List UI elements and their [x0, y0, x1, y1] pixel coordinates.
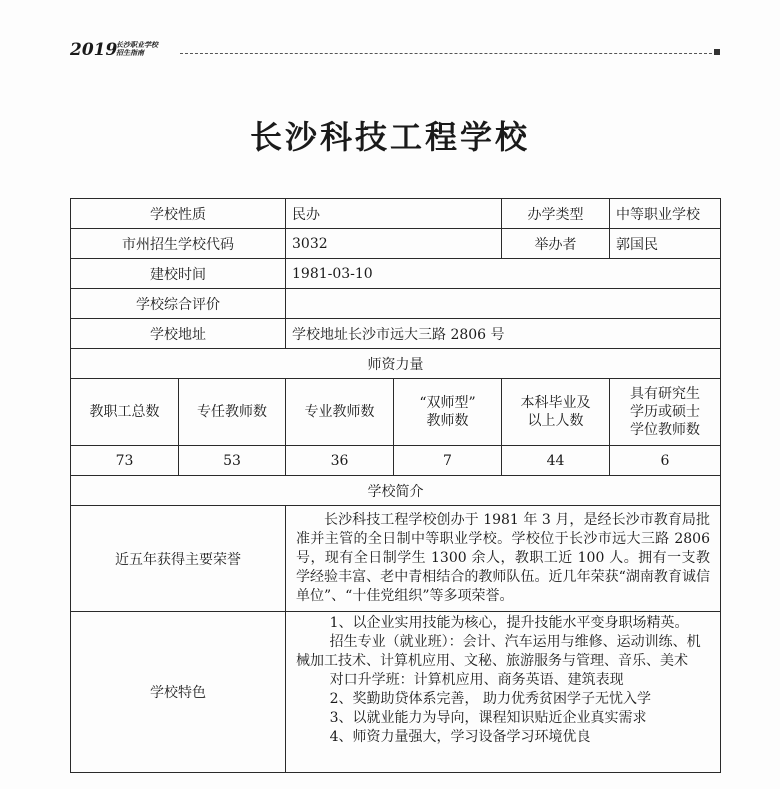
staff-header-0-line-0: 教职工总数	[89, 404, 160, 420]
row-staff-values	[71, 446, 721, 476]
staff-header-2	[286, 379, 394, 446]
address-label: 学校地址	[71, 319, 286, 349]
features-cell	[286, 612, 721, 773]
staff-value-3: 7	[394, 446, 502, 476]
row-staff-headers	[71, 379, 721, 446]
staff-value-5: 6	[610, 446, 721, 476]
staff-value-0: 73	[71, 446, 179, 476]
type-value: 中等职业学校	[610, 199, 721, 229]
staff-header-2-line-0: 专业教师数	[304, 404, 375, 420]
nature-value: 民办	[286, 199, 502, 229]
row-staff-title	[71, 349, 721, 379]
staff-header-5-line-0: 具有研究生	[630, 386, 700, 402]
feature-item: 对口升学班：计算机应用、商务英语、建筑表现	[329, 672, 624, 688]
staff-header-5-line-2: 学位教师数	[630, 422, 700, 438]
page-header	[70, 40, 720, 64]
row-honors	[71, 506, 721, 612]
staff-value-1: 53	[179, 446, 286, 476]
header-year: 2019	[70, 40, 118, 60]
address-value: 学校地址长沙市远大三路 2806 号	[286, 319, 721, 349]
staff-header-1	[179, 379, 286, 446]
features-label: 学校特色	[71, 612, 286, 773]
honors-cell	[286, 506, 721, 612]
staff-header-4	[502, 379, 610, 446]
feature-item: 2、奖勤助贷体系完善， 助力优秀贫困学子无忧入学	[329, 691, 651, 707]
founded-label: 建校时间	[71, 259, 286, 289]
feature-item: 1、以企业实用技能为核心，提升技能水平变身职场精英。	[329, 615, 689, 631]
type-label: 办学类型	[502, 199, 610, 229]
staff-header-1-line-0: 专任教师数	[197, 404, 267, 420]
header-rule-end	[714, 49, 720, 55]
staff-header-0	[71, 379, 179, 446]
staff-header-3	[394, 379, 502, 446]
school-info-table	[70, 198, 721, 773]
page-title: 长沙科技工程学校	[249, 118, 530, 156]
feature-item: 招生专业（就业班）：会计、汽车运用与维修、运动训练、机械加工技术、计算机应用、文秘、旅游服务与管理、音乐、美术	[296, 634, 701, 669]
row-features	[71, 612, 721, 773]
header-guide-line1: 长沙职业学校	[116, 40, 158, 49]
feature-item: 3、以就业能力为导向，课程知识贴近企业真实需求	[329, 710, 647, 726]
row-nature	[71, 199, 721, 229]
code-value: 3032	[286, 229, 502, 259]
row-code	[71, 229, 721, 259]
feature-item: 4、师资力量强大，学习设备学习环境优良	[329, 729, 591, 745]
rating-label: 学校综合评价	[71, 289, 286, 319]
row-intro-title	[71, 476, 721, 506]
honors-text: 长沙科技工程学校创办于 1981 年 3 月，是经长沙市教育局批准并主管的全日制中等职业学校。学校位于长沙市远大三路 2806 号，现有全日制学生 1300 余人，教职工近 100 人。拥有一支教学经验丰富、老中青相结合的教师队伍。近几年荣获“湖南教育诚信单位”、“十佳党组织”等多项荣誉。	[296, 512, 710, 604]
staff-header-5	[610, 379, 721, 446]
staff-value-2: 36	[286, 446, 394, 476]
row-founded	[71, 259, 721, 289]
code-label: 市州招生学校代码	[71, 229, 286, 259]
staff-header-3-line-0: “双师型”	[419, 395, 476, 411]
rating-value	[286, 289, 721, 319]
row-address	[71, 319, 721, 349]
sponsor-value: 郭国民	[610, 229, 721, 259]
staff-header-4-line-0: 本科毕业及	[520, 395, 591, 411]
sponsor-label: 举办者	[502, 229, 610, 259]
row-rating	[71, 289, 721, 319]
nature-label: 学校性质	[71, 199, 286, 229]
staff-header-5-line-1: 学历或硕士	[630, 404, 700, 420]
header-guide-line2: 招生指南	[116, 48, 144, 57]
honors-label: 近五年获得主要荣誉	[71, 506, 286, 612]
intro-section-title: 学校简介	[71, 476, 721, 506]
staff-header-4-line-1: 以上人数	[527, 413, 584, 429]
header-rule	[180, 53, 712, 54]
staff-header-3-line-1: 教师数	[426, 413, 469, 429]
staff-section-title: 师资力量	[71, 349, 721, 379]
features-list	[292, 612, 714, 749]
staff-value-4: 44	[502, 446, 610, 476]
founded-value: 1981-03-10	[286, 259, 721, 289]
header-guide	[116, 41, 158, 57]
